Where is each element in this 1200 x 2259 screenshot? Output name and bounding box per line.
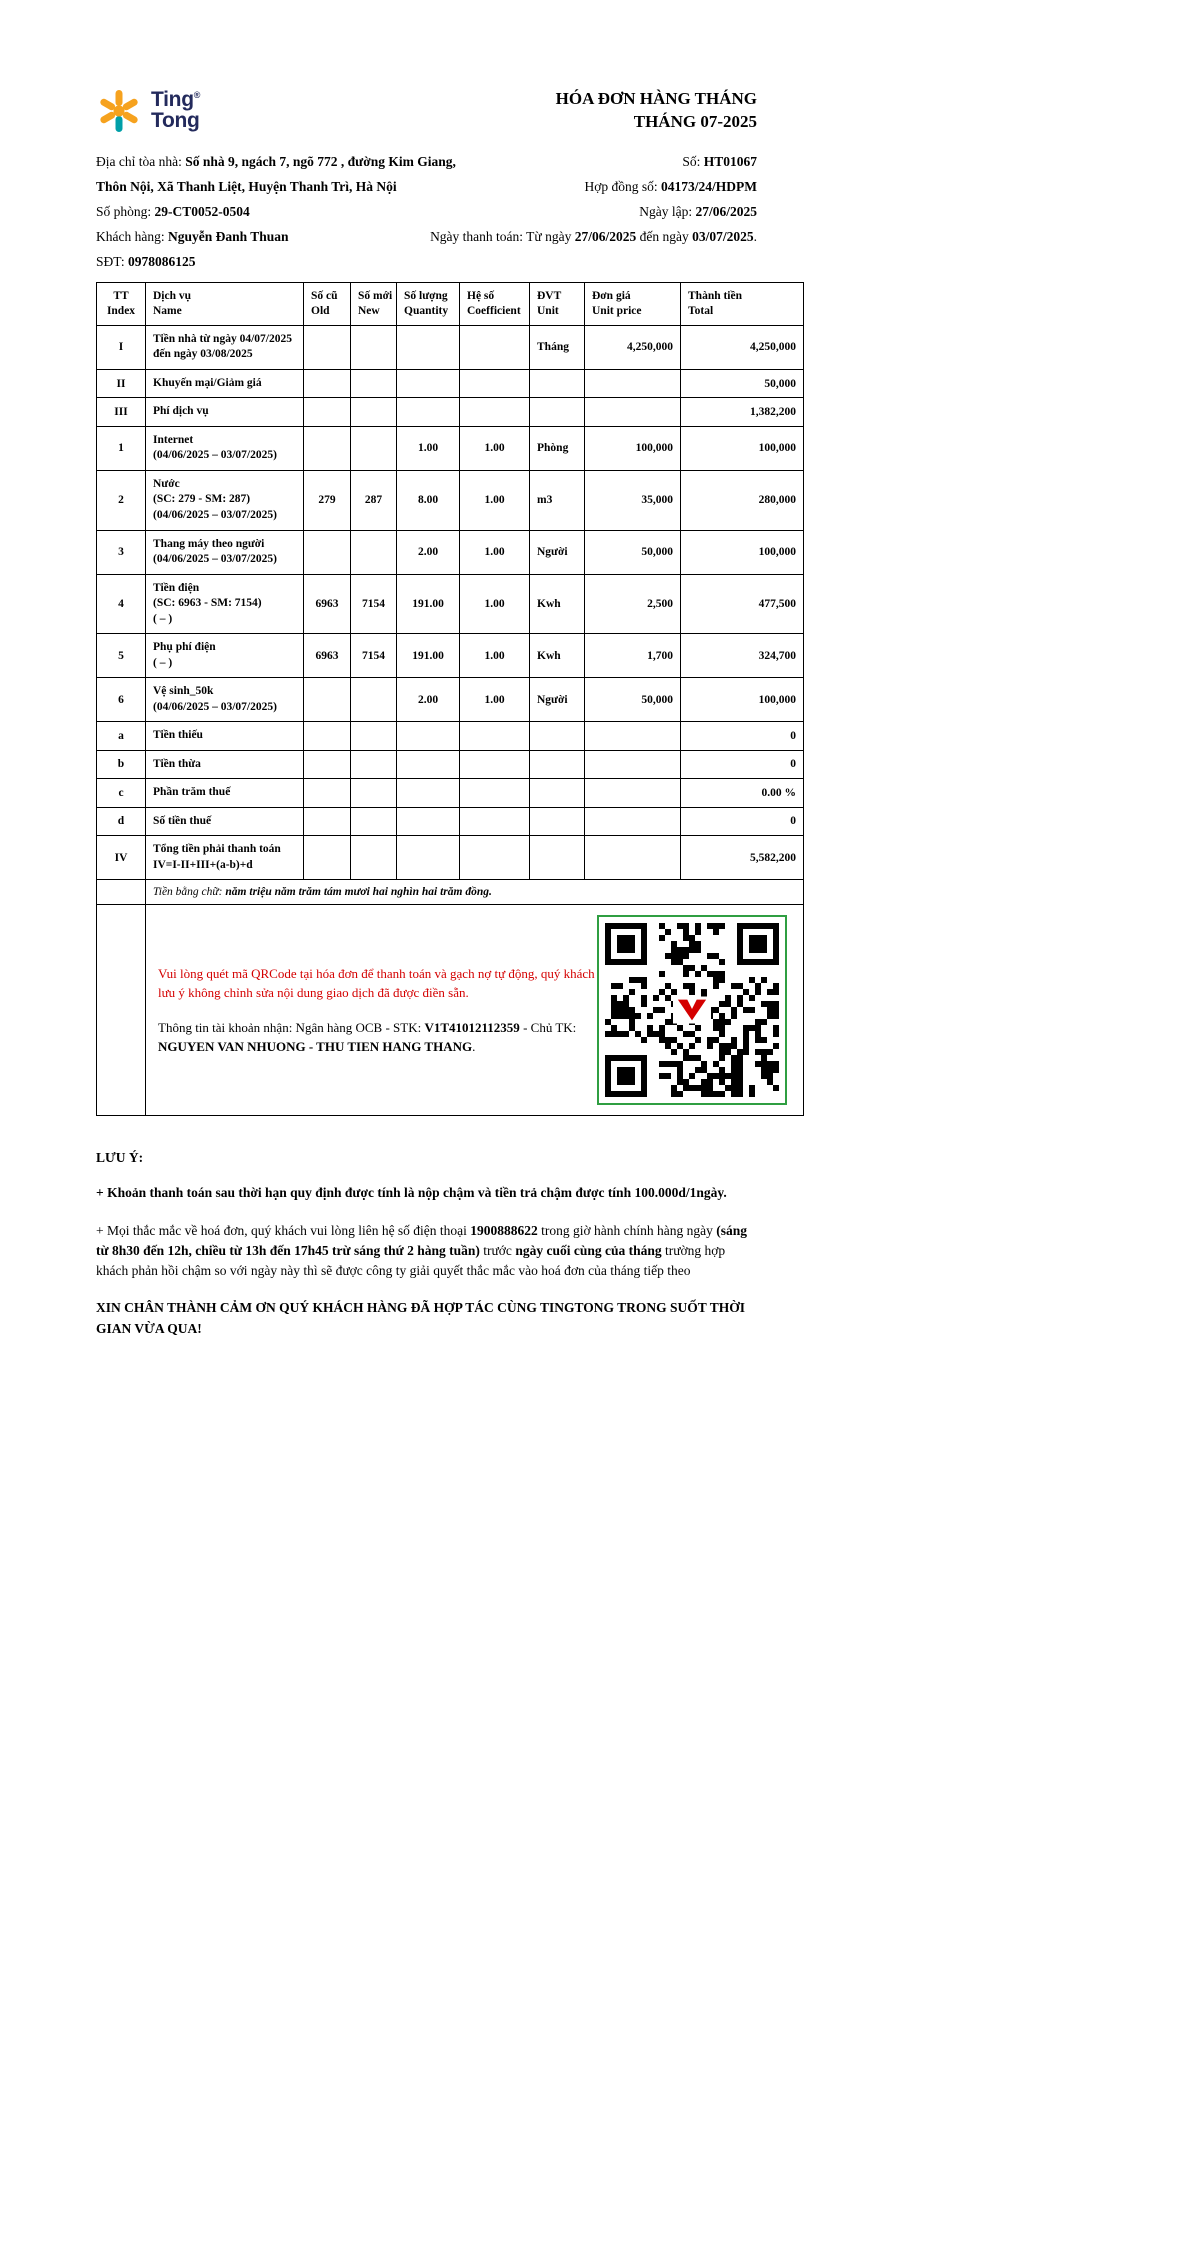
- cell-name: Tiền thừa: [146, 750, 304, 779]
- cell-old: [304, 836, 351, 880]
- cell-old: [304, 369, 351, 398]
- footer-notes: [96, 1150, 756, 1339]
- table-row: [97, 634, 804, 678]
- table-row: [97, 369, 804, 398]
- cell-coeff: [460, 325, 530, 369]
- table-row: [97, 426, 804, 470]
- cell-new: 7154: [351, 634, 397, 678]
- table-row: [97, 750, 804, 779]
- cell-coeff: 1.00: [460, 426, 530, 470]
- cell-name: Phí dịch vụ: [146, 398, 304, 427]
- payment-row: [97, 905, 804, 1116]
- registered-mark: ®: [193, 90, 201, 101]
- cell-price: [585, 722, 681, 751]
- cell-coeff: [460, 369, 530, 398]
- cell-unit: Kwh: [530, 634, 585, 678]
- cell-new: [351, 530, 397, 574]
- table-row: [97, 678, 804, 722]
- cell-old: 6963: [304, 574, 351, 634]
- notes-list: [96, 1183, 756, 1339]
- cell-unit: m3: [530, 470, 585, 530]
- table-row: [97, 470, 804, 530]
- empty-index-cell: [97, 880, 146, 905]
- cell-new: 7154: [351, 574, 397, 634]
- cell-total: 0: [681, 807, 804, 836]
- cell-name: Tiền thiếu: [146, 722, 304, 751]
- info-line-right: Số: HT01067: [682, 154, 757, 169]
- table-row: [97, 807, 804, 836]
- cell-price: 50,000: [585, 530, 681, 574]
- tingtong-logo-icon: [96, 88, 142, 134]
- cell-unit: Tháng: [530, 325, 585, 369]
- cell-price: [585, 369, 681, 398]
- cell-index: 6: [97, 678, 146, 722]
- cell-unit: Phòng: [530, 426, 585, 470]
- col-header-index: TT Index: [97, 283, 146, 326]
- invoice-page: [96, 0, 803, 1339]
- table-row: [97, 836, 804, 880]
- table-row: [97, 722, 804, 751]
- invoice-header: [96, 88, 803, 134]
- col-header-total: Thành tiền Total: [681, 283, 804, 326]
- cell-qty: 1.00: [397, 426, 460, 470]
- cell-total: 324,700: [681, 634, 804, 678]
- logo-line1: Ting: [151, 88, 194, 112]
- cell-unit: Kwh: [530, 574, 585, 634]
- cell-old: [304, 722, 351, 751]
- cell-index: III: [97, 398, 146, 427]
- cell-price: [585, 836, 681, 880]
- logo-line2: Tong: [151, 109, 200, 132]
- info-line-left: Thôn Nội, Xã Thanh Liệt, Huyện Thanh Trì, Hà Nội: [96, 179, 397, 194]
- cell-coeff: 1.00: [460, 678, 530, 722]
- cell-old: [304, 530, 351, 574]
- footer-note: + Khoản thanh toán sau thời hạn quy định được tính là nộp chậm và tiền trả chậm được tính 100.000d/1ngày.: [96, 1185, 727, 1201]
- info-line-left: Địa chỉ tòa nhà: Số nhà 9, ngách 7, ngõ 772 , đường Kim Giang,: [96, 154, 456, 169]
- cell-unit: [530, 369, 585, 398]
- cell-name: Internet (04/06/2025 – 03/07/2025): [146, 426, 304, 470]
- col-header-unit-price: Đơn giá Unit price: [585, 283, 681, 326]
- cell-qty: 191.00: [397, 634, 460, 678]
- cell-total: 100,000: [681, 530, 804, 574]
- payment-cell: [146, 905, 804, 1116]
- cell-old: [304, 750, 351, 779]
- cell-old: [304, 426, 351, 470]
- cell-total: 50,000: [681, 369, 804, 398]
- cell-index: 2: [97, 470, 146, 530]
- cell-price: 1,700: [585, 634, 681, 678]
- cell-qty: [397, 836, 460, 880]
- cell-qty: [397, 779, 460, 808]
- invoice-table-body: [97, 325, 804, 879]
- cell-coeff: [460, 836, 530, 880]
- table-row: [97, 398, 804, 427]
- cell-index: 3: [97, 530, 146, 574]
- cell-index: d: [97, 807, 146, 836]
- cell-price: 2,500: [585, 574, 681, 634]
- cell-index: a: [97, 722, 146, 751]
- cell-new: [351, 836, 397, 880]
- cell-qty: [397, 750, 460, 779]
- cell-total: 280,000: [681, 470, 804, 530]
- cell-price: 35,000: [585, 470, 681, 530]
- info-line-left: SĐT: 0978086125: [96, 254, 196, 269]
- cell-qty: [397, 369, 460, 398]
- cell-total: 0: [681, 750, 804, 779]
- cell-index: IV: [97, 836, 146, 880]
- cell-index: 1: [97, 426, 146, 470]
- cell-old: 6963: [304, 634, 351, 678]
- cell-total: 0: [681, 722, 804, 751]
- cell-new: [351, 722, 397, 751]
- cell-new: [351, 426, 397, 470]
- cell-total: 100,000: [681, 678, 804, 722]
- tingtong-logo: [96, 88, 200, 134]
- cell-coeff: 1.00: [460, 574, 530, 634]
- col-header-new: Số mới New: [351, 283, 397, 326]
- amount-in-words: Tiền bằng chữ: năm triệu năm trăm tám mươi hai nghìn hai trăm đồng.: [146, 880, 804, 905]
- empty-index-cell: [97, 905, 146, 1116]
- table-row: [97, 574, 804, 634]
- cell-price: 4,250,000: [585, 325, 681, 369]
- cell-price: [585, 398, 681, 427]
- info-line-right: Ngày thanh toán: Từ ngày 27/06/2025 đến ngày 03/07/2025.: [430, 229, 757, 244]
- cell-qty: 2.00: [397, 530, 460, 574]
- cell-unit: [530, 722, 585, 751]
- footer-note: XIN CHÂN THÀNH CẢM ƠN QUÝ KHÁCH HÀNG ĐÃ HỢP TÁC CÙNG TINGTONG TRONG SUỐT THỜI GIAN VỪA QUA!: [96, 1300, 745, 1336]
- info-line-left: Khách hàng: Nguyễn Đanh Thuan: [96, 229, 289, 244]
- amount-in-words-row: [97, 880, 804, 905]
- info-line-left: Số phòng: 29-CT0052-0504: [96, 204, 250, 219]
- cell-total: 4,250,000: [681, 325, 804, 369]
- cell-price: 50,000: [585, 678, 681, 722]
- cell-new: [351, 325, 397, 369]
- footer-note: + Mọi thắc mắc về hoá đơn, quý khách vui lòng liên hệ số điện thoại 1900888622 trong giờ hành chính hàng ngày (sáng từ 8h30 đến 12h, chiều từ 13h đến 17h45 trừ sáng thứ 2 hàng tuần) trước ngày cuối cùng của tháng trường hợp khách phản hồi chậm so với ngày này thì sẽ được công ty giải quyết thắc mắc vào hoá đơn của tháng tiếp theo: [96, 1222, 748, 1278]
- cell-new: [351, 807, 397, 836]
- cell-price: [585, 807, 681, 836]
- cell-unit: Người: [530, 530, 585, 574]
- col-header-old: Số cũ Old: [304, 283, 351, 326]
- cell-new: [351, 369, 397, 398]
- cell-qty: 8.00: [397, 470, 460, 530]
- cell-name: Thang máy theo người (04/06/2025 – 03/07/2025): [146, 530, 304, 574]
- cell-qty: [397, 398, 460, 427]
- cell-total: 5,582,200: [681, 836, 804, 880]
- cell-coeff: [460, 722, 530, 751]
- qr-code: [597, 915, 787, 1105]
- cell-price: 100,000: [585, 426, 681, 470]
- cell-name: Nước (SC: 279 - SM: 287) (04/06/2025 – 03/07/2025): [146, 470, 304, 530]
- cell-coeff: [460, 398, 530, 427]
- cell-coeff: 1.00: [460, 634, 530, 678]
- cell-old: 279: [304, 470, 351, 530]
- cell-unit: [530, 807, 585, 836]
- cell-old: [304, 807, 351, 836]
- cell-index: 5: [97, 634, 146, 678]
- cell-coeff: 1.00: [460, 530, 530, 574]
- cell-index: c: [97, 779, 146, 808]
- cell-unit: Người: [530, 678, 585, 722]
- cell-index: I: [97, 325, 146, 369]
- cell-coeff: [460, 779, 530, 808]
- cell-unit: [530, 779, 585, 808]
- cell-total: 477,500: [681, 574, 804, 634]
- tingtong-logo-text: [151, 90, 200, 131]
- cell-name: Tổng tiền phải thanh toán IV=I-II+III+(a-b)+d: [146, 836, 304, 880]
- cell-name: Số tiền thuế: [146, 807, 304, 836]
- cell-total: 100,000: [681, 426, 804, 470]
- qr-v-icon: [673, 997, 711, 1024]
- cell-new: [351, 750, 397, 779]
- info-line-right: Hợp đồng số: 04173/24/HDPM: [584, 179, 757, 194]
- cell-new: [351, 678, 397, 722]
- cell-coeff: 1.00: [460, 470, 530, 530]
- cell-price: [585, 779, 681, 808]
- invoice-table: [96, 282, 804, 1116]
- cell-qty: [397, 807, 460, 836]
- info-line-right: Ngày lập: 27/06/2025: [639, 204, 757, 219]
- cell-qty: 191.00: [397, 574, 460, 634]
- cell-old: [304, 779, 351, 808]
- cell-total: 1,382,200: [681, 398, 804, 427]
- cell-index: II: [97, 369, 146, 398]
- cell-unit: [530, 836, 585, 880]
- col-header-coefficient: Hệ số Coefficient: [460, 283, 530, 326]
- cell-name: Vệ sinh_50k (04/06/2025 – 03/07/2025): [146, 678, 304, 722]
- cell-name: Tiền nhà từ ngày 04/07/2025 đến ngày 03/08/2025: [146, 325, 304, 369]
- cell-index: 4: [97, 574, 146, 634]
- invoice-info: [96, 154, 803, 272]
- cell-old: [304, 678, 351, 722]
- col-header-service: Dịch vụ Name: [146, 283, 304, 326]
- cell-unit: [530, 398, 585, 427]
- cell-new: [351, 398, 397, 427]
- cell-old: [304, 398, 351, 427]
- bank-account-info: Thông tin tài khoản nhận: Ngân hàng OCB - STK: V1T41012112359 - Chủ TK: NGUYEN VAN NHUONG - THU TIEN HANG THANG.: [158, 1019, 577, 1055]
- cell-coeff: [460, 750, 530, 779]
- table-row: [97, 325, 804, 369]
- cell-old: [304, 325, 351, 369]
- cell-name: Khuyến mại/Giảm giá: [146, 369, 304, 398]
- invoice-meta: [430, 154, 803, 254]
- table-header-row: [97, 283, 804, 326]
- invoice-title: HÓA ĐƠN HÀNG THÁNG THÁNG 07-2025: [555, 89, 757, 131]
- cell-price: [585, 750, 681, 779]
- payment-text: [158, 964, 597, 1057]
- notes-heading: LƯU Ý:: [96, 1150, 144, 1166]
- cell-name: Phần trăm thuế: [146, 779, 304, 808]
- cell-index: b: [97, 750, 146, 779]
- cell-coeff: [460, 807, 530, 836]
- cell-total: 0.00 %: [681, 779, 804, 808]
- cell-unit: [530, 750, 585, 779]
- cell-name: Phụ phí điện ( – ): [146, 634, 304, 678]
- cell-new: [351, 779, 397, 808]
- cell-name: Tiền điện (SC: 6963 - SM: 7154) ( – ): [146, 574, 304, 634]
- cell-qty: [397, 325, 460, 369]
- cell-new: 287: [351, 470, 397, 530]
- qr-notice: Vui lòng quét mã QRCode tại hóa đơn để thanh toán và gạch nợ tự động, quý khách lưu ý không chỉnh sửa nội dung giao dịch đã được điền sẵn.: [158, 965, 595, 1001]
- cell-qty: [397, 722, 460, 751]
- table-row: [97, 530, 804, 574]
- cell-qty: 2.00: [397, 678, 460, 722]
- table-row: [97, 779, 804, 808]
- col-header-unit: ĐVT Unit: [530, 283, 585, 326]
- col-header-quantity: Số lượng Quantity: [397, 283, 460, 326]
